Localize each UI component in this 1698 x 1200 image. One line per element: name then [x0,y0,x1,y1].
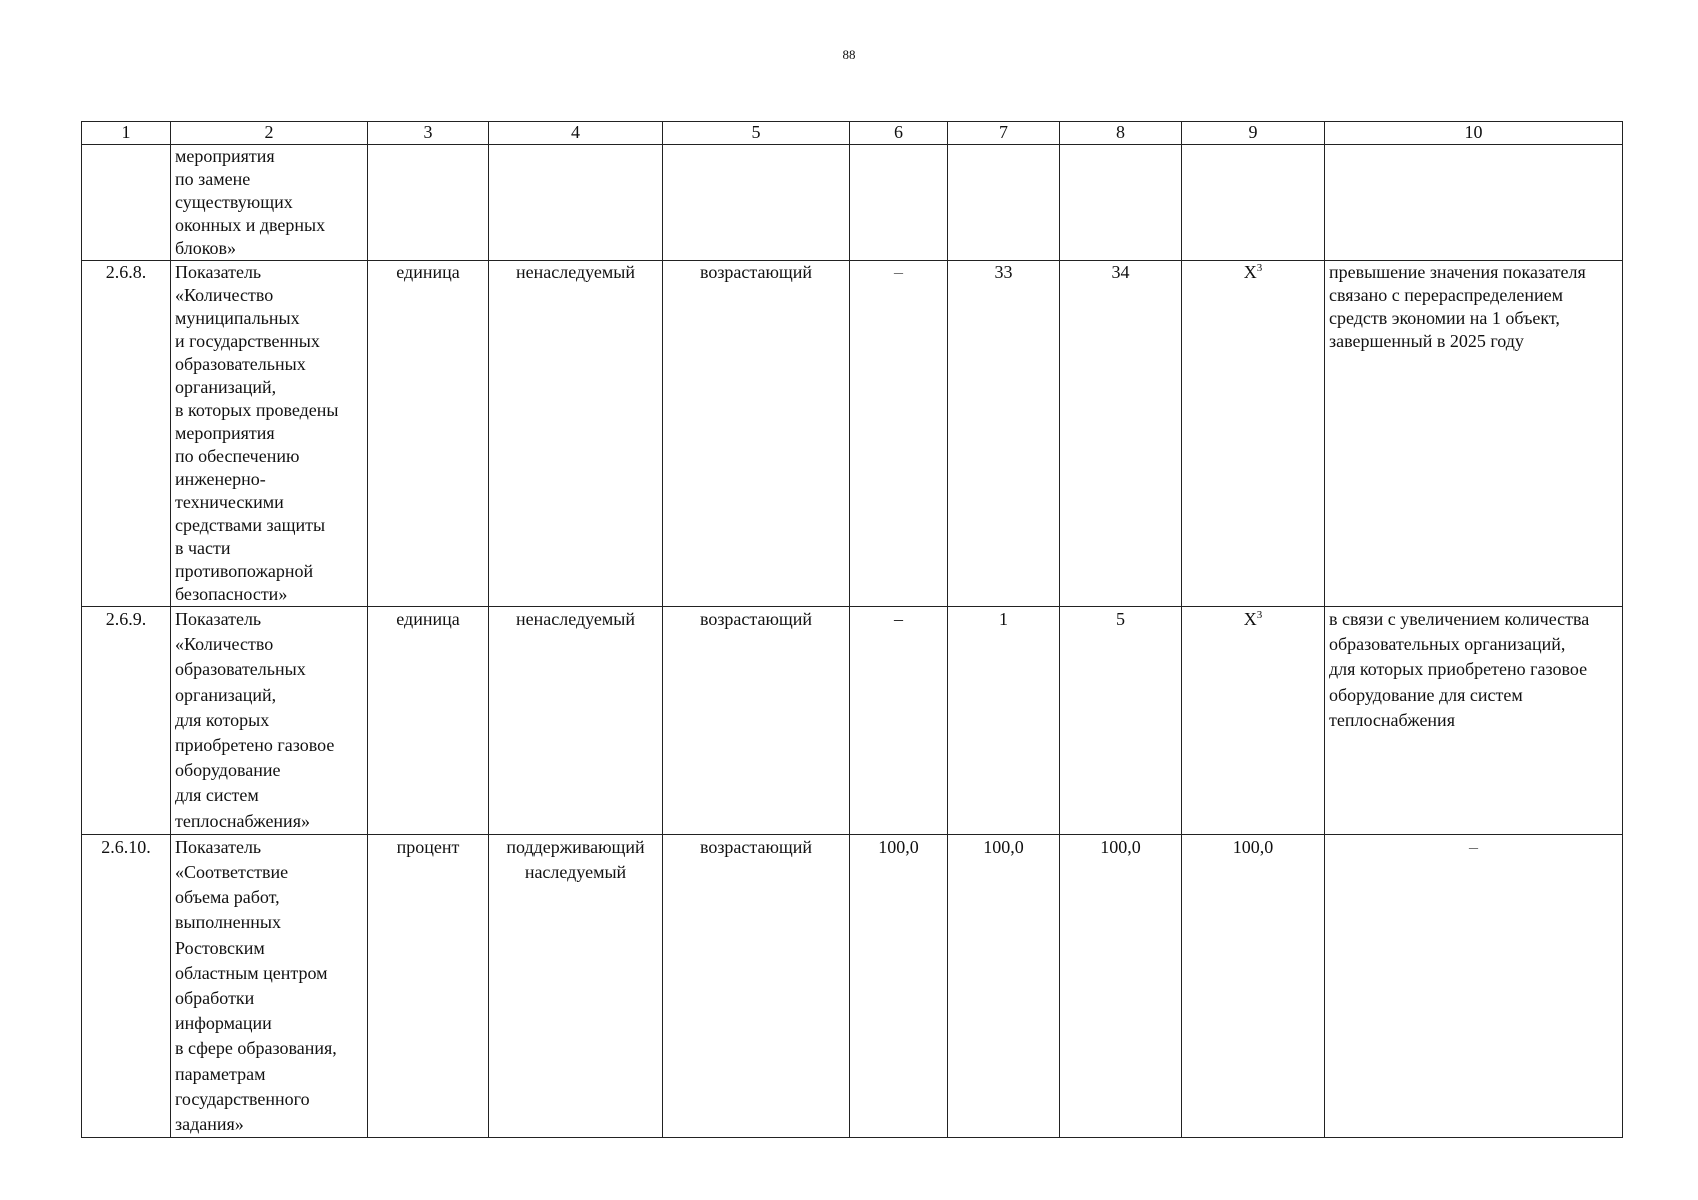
cell-direction: возрастающий [663,607,850,835]
cell-col6: 100,0 [850,834,948,1137]
cell-col7: 100,0 [948,834,1060,1137]
cell-comment: превышение значения показателя связано с перераспределением средств экономии на 1 объект, завершенный в 2025 году [1325,261,1623,607]
cell-num: 2.6.8. [82,261,171,607]
cell-type [489,145,663,261]
cell-col6: – [850,261,948,607]
header-cell: 5 [663,122,850,145]
cell-num [82,145,171,261]
header-cell: 9 [1182,122,1325,145]
header-cell: 3 [368,122,489,145]
cell-direction [663,145,850,261]
cell-unit: единица [368,261,489,607]
table-row [82,834,1623,1137]
cell-name: Показатель «Количество муниципальных и государственных образовательных организаций, в которых проведены мероприятия по обеспечению инженерно- техническими средствами защиты в части противопожарной безопасности» [171,261,368,607]
cell-type: поддерживающий наследуемый [489,834,663,1137]
cell-col7: 1 [948,607,1060,835]
col9-footnote: 3 [1256,609,1263,621]
header-cell: 1 [82,122,171,145]
cell-col9 [1182,261,1325,607]
table-row [82,607,1623,835]
header-cell: 7 [948,122,1060,145]
cell-direction: возрастающий [663,834,850,1137]
cell-col9 [1182,834,1325,1137]
header-cell: 10 [1325,122,1623,145]
cell-col6: – [850,607,948,835]
col9-footnote: 3 [1256,262,1263,274]
header-cell: 8 [1060,122,1182,145]
cell-comment [1325,145,1623,261]
cell-col9 [1182,607,1325,835]
table-row [82,261,1623,607]
cell-type: ненаследуемый [489,607,663,835]
col9-value: 100,0 [1232,836,1274,857]
table-row-continuation [82,145,1623,261]
cell-col7: 33 [948,261,1060,607]
indicators-table [81,121,1623,1138]
cell-name: Показатель «Количество образовательных организаций, для которых приобретено газовое оборудование для систем теплоснабжения» [171,607,368,835]
cell-col9 [1182,145,1325,261]
col9-value: X [1243,262,1257,282]
header-cell: 2 [171,122,368,145]
header-cell: 4 [489,122,663,145]
cell-name: Показатель «Соответствие объема работ, выполненных Ростовским областным центром обработки информации в сфере образования, параметрам государственного задания» [171,834,368,1137]
cell-unit: процент [368,834,489,1137]
cell-unit [368,145,489,261]
header-cell: 6 [850,122,948,145]
cell-unit: единица [368,607,489,835]
cell-comment: – [1325,834,1623,1137]
cell-col8 [1060,145,1182,261]
cell-col7 [948,145,1060,261]
page-number: 88 [842,47,856,62]
cell-type: ненаследуемый [489,261,663,607]
cell-col8: 100,0 [1060,834,1182,1137]
cell-col8: 5 [1060,607,1182,835]
cell-col8: 34 [1060,261,1182,607]
cell-num: 2.6.9. [82,607,171,835]
cell-direction: возрастающий [663,261,850,607]
cell-num: 2.6.10. [82,834,171,1137]
table-header-row [82,122,1623,145]
cell-name: мероприятия по замене существующих оконных и дверных блоков» [171,145,368,261]
col9-value: X [1243,609,1257,629]
cell-comment: в связи с увеличением количества образовательных организаций, для которых приобретено газовое оборудование для систем теплоснабжения [1325,607,1623,835]
cell-col6 [850,145,948,261]
